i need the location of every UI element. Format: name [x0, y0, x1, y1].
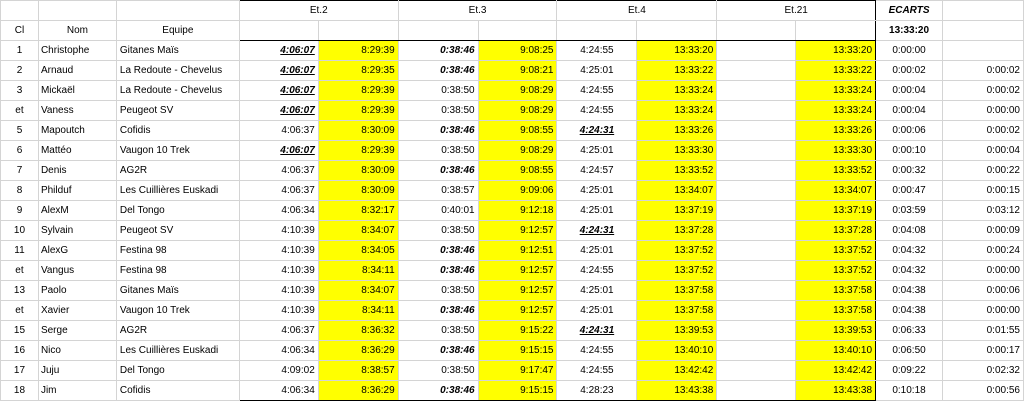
- stage3-time-cell[interactable]: 0:38:50: [398, 321, 478, 341]
- rank-cell[interactable]: 9: [1, 201, 39, 221]
- stage21-cumul-cell[interactable]: 13:33:22: [796, 61, 876, 81]
- stage4-cumul-cell[interactable]: 13:37:58: [637, 281, 717, 301]
- stage3-cumul-cell[interactable]: 9:15:15: [478, 381, 557, 401]
- rank-cell[interactable]: et: [1, 301, 39, 321]
- stage21-cumul-cell[interactable]: 13:33:24: [796, 101, 876, 121]
- stage4-time-cell[interactable]: 4:24:55: [557, 81, 637, 101]
- stage3-cumul-cell[interactable]: 9:12:57: [478, 281, 557, 301]
- stage3-time-cell[interactable]: 0:38:46: [398, 381, 478, 401]
- stage3-cumul-cell[interactable]: 9:12:57: [478, 261, 557, 281]
- stage4-cumul-cell[interactable]: 13:42:42: [637, 361, 717, 381]
- rank-cell[interactable]: 5: [1, 121, 39, 141]
- team-cell[interactable]: Cofidis: [116, 381, 239, 401]
- stage4-cumul-cell[interactable]: 13:40:10: [637, 341, 717, 361]
- stage21-time-cell[interactable]: [717, 181, 796, 201]
- gap-diff-cell[interactable]: 0:00:00: [943, 101, 1024, 121]
- stage2-cumul-cell[interactable]: 8:29:39: [318, 41, 398, 61]
- gap-cell[interactable]: 0:03:59: [876, 201, 943, 221]
- table-row: [1, 341, 1024, 361]
- gap-cell[interactable]: 0:10:18: [876, 381, 943, 401]
- stage2-time-cell[interactable]: 4:06:37: [239, 121, 318, 141]
- stage2-cumul-cell[interactable]: 8:38:57: [318, 361, 398, 381]
- stage4-time-cell[interactable]: 4:25:01: [557, 141, 637, 161]
- table-row: [1, 81, 1024, 101]
- stage2-time-cell[interactable]: 4:06:07: [239, 101, 318, 121]
- gap-cell[interactable]: 0:00:06: [876, 121, 943, 141]
- gap-cell[interactable]: 0:04:32: [876, 261, 943, 281]
- stage21-cumul-cell[interactable]: 13:37:28: [796, 221, 876, 241]
- gap-cell[interactable]: 0:00:47: [876, 181, 943, 201]
- stage2-time-cell[interactable]: 4:06:34: [239, 381, 318, 401]
- team-cell[interactable]: Del Tongo: [116, 201, 239, 221]
- rank-cell[interactable]: 17: [1, 361, 39, 381]
- table-row: [1, 221, 1024, 241]
- rider-name-cell[interactable]: AlexM: [38, 201, 116, 221]
- column-header-nom[interactable]: Nom: [38, 21, 116, 41]
- stage2-time-cell[interactable]: 4:06:34: [239, 201, 318, 221]
- stage3-cumul-cell[interactable]: 9:08:29: [478, 141, 557, 161]
- stage4-time-cell[interactable]: 4:24:31: [557, 121, 637, 141]
- stage-header-et3[interactable]: Et.3: [398, 1, 557, 21]
- team-cell[interactable]: Les Cuillières Euskadi: [116, 341, 239, 361]
- stage4-time-cell[interactable]: 4:24:57: [557, 161, 637, 181]
- stage3-cumul-cell[interactable]: 9:12:57: [478, 301, 557, 321]
- team-cell[interactable]: Del Tongo: [116, 361, 239, 381]
- rank-cell[interactable]: 2: [1, 61, 39, 81]
- rider-name-cell[interactable]: Xavier: [38, 301, 116, 321]
- rider-name-cell[interactable]: Christophe: [38, 41, 116, 61]
- rider-name-cell[interactable]: Mattéo: [38, 141, 116, 161]
- stage2-time-cell[interactable]: 4:06:07: [239, 141, 318, 161]
- stage-header-et4[interactable]: Et.4: [557, 1, 717, 21]
- gap-diff-cell[interactable]: 0:02:32: [943, 361, 1024, 381]
- stage21-cumul-cell[interactable]: 13:40:10: [796, 341, 876, 361]
- table-row: [1, 281, 1024, 301]
- rider-name-cell[interactable]: Arnaud: [38, 61, 116, 81]
- gap-cell[interactable]: 0:04:08: [876, 221, 943, 241]
- stage4-cumul-cell[interactable]: 13:37:52: [637, 241, 717, 261]
- stage3-cumul-cell[interactable]: 9:12:51: [478, 241, 557, 261]
- rank-cell[interactable]: et: [1, 101, 39, 121]
- stage21-time-cell[interactable]: [717, 241, 796, 261]
- rank-cell[interactable]: 8: [1, 181, 39, 201]
- team-cell[interactable]: Vaugon 10 Trek: [116, 301, 239, 321]
- stage2-time-cell[interactable]: 4:06:37: [239, 321, 318, 341]
- stage3-cumul-cell[interactable]: 9:15:15: [478, 341, 557, 361]
- stage21-time-cell[interactable]: [717, 41, 796, 61]
- stage4-time-cell[interactable]: 4:24:31: [557, 221, 637, 241]
- table-row: [1, 381, 1024, 401]
- gap-diff-cell[interactable]: 0:00:02: [943, 121, 1024, 141]
- rank-cell[interactable]: 15: [1, 321, 39, 341]
- stage21-time-cell[interactable]: [717, 281, 796, 301]
- gap-cell[interactable]: 0:00:32: [876, 161, 943, 181]
- stage4-cumul-cell[interactable]: 13:37:58: [637, 301, 717, 321]
- table-row: [1, 361, 1024, 381]
- stage21-time-cell[interactable]: [717, 101, 796, 121]
- stage21-time-cell[interactable]: [717, 161, 796, 181]
- stage2-cumul-cell[interactable]: 8:29:39: [318, 141, 398, 161]
- stage4-time-cell[interactable]: 4:25:01: [557, 281, 637, 301]
- stage3-cumul-cell[interactable]: 9:08:21: [478, 61, 557, 81]
- rank-cell[interactable]: 1: [1, 41, 39, 61]
- team-cell[interactable]: AG2R: [116, 321, 239, 341]
- rank-cell[interactable]: 13: [1, 281, 39, 301]
- rider-name-cell[interactable]: Mapoutch: [38, 121, 116, 141]
- stage3-time-cell[interactable]: 0:38:50: [398, 101, 478, 121]
- stage2-cumul-cell[interactable]: 8:29:35: [318, 61, 398, 81]
- stage2-time-cell[interactable]: 4:06:37: [239, 181, 318, 201]
- gap-cell[interactable]: 0:04:38: [876, 301, 943, 321]
- stage4-cumul-cell[interactable]: 13:33:24: [637, 81, 717, 101]
- stage21-time-cell[interactable]: [717, 201, 796, 221]
- stage3-time-cell[interactable]: 0:38:50: [398, 141, 478, 161]
- stage4-cumul-cell[interactable]: 13:34:07: [637, 181, 717, 201]
- rider-name-cell[interactable]: Philduf: [38, 181, 116, 201]
- rider-name-cell[interactable]: Juju: [38, 361, 116, 381]
- gap-cell[interactable]: 0:04:32: [876, 241, 943, 261]
- stage3-time-cell[interactable]: 0:38:50: [398, 221, 478, 241]
- stage3-time-cell[interactable]: 0:38:46: [398, 261, 478, 281]
- stage21-cumul-cell[interactable]: 13:37:58: [796, 301, 876, 321]
- stage21-cumul-cell[interactable]: 13:37:58: [796, 281, 876, 301]
- rider-name-cell[interactable]: Mickaël: [38, 81, 116, 101]
- stage3-cumul-cell[interactable]: 9:08:29: [478, 101, 557, 121]
- stage4-cumul-cell[interactable]: 13:33:20: [637, 41, 717, 61]
- rider-name-cell[interactable]: Paolo: [38, 281, 116, 301]
- ecarts-subheader[interactable]: 13:33:20: [876, 21, 943, 41]
- table-row: [1, 301, 1024, 321]
- stage2-cumul-cell[interactable]: 8:30:09: [318, 161, 398, 181]
- stage3-time-cell[interactable]: 0:38:46: [398, 161, 478, 181]
- stage4-cumul-cell[interactable]: 13:37:52: [637, 261, 717, 281]
- column-header-cl[interactable]: Cl: [1, 21, 39, 41]
- stage4-cumul-cell[interactable]: 13:39:53: [637, 321, 717, 341]
- stage2-time-cell[interactable]: 4:10:39: [239, 241, 318, 261]
- stage21-time-cell[interactable]: [717, 341, 796, 361]
- stage2-cumul-cell[interactable]: 8:30:09: [318, 181, 398, 201]
- gap-cell[interactable]: 0:00:04: [876, 81, 943, 101]
- gap-diff-cell[interactable]: 0:01:55: [943, 321, 1024, 341]
- rider-name-cell[interactable]: Vangus: [38, 261, 116, 281]
- stage4-time-cell[interactable]: 4:24:55: [557, 361, 637, 381]
- stage2-cumul-cell[interactable]: 8:36:32: [318, 321, 398, 341]
- stage21-cumul-cell[interactable]: 13:43:38: [796, 381, 876, 401]
- gap-cell[interactable]: 0:09:22: [876, 361, 943, 381]
- stage2-cumul-cell[interactable]: 8:29:39: [318, 101, 398, 121]
- stage2-time-cell[interactable]: 4:06:34: [239, 341, 318, 361]
- stage4-time-cell[interactable]: 4:24:55: [557, 41, 637, 61]
- table-row: [1, 241, 1024, 261]
- stage3-time-cell[interactable]: 0:38:46: [398, 241, 478, 261]
- stage2-time-cell[interactable]: 4:10:39: [239, 301, 318, 321]
- stage21-time-cell[interactable]: [717, 381, 796, 401]
- rider-name-cell[interactable]: Nico: [38, 341, 116, 361]
- team-cell[interactable]: Gitanes Maïs: [116, 41, 239, 61]
- gap-diff-cell[interactable]: [943, 41, 1024, 61]
- stage2-time-cell[interactable]: 4:09:02: [239, 361, 318, 381]
- gap-cell[interactable]: 0:00:00: [876, 41, 943, 61]
- stage-header-et2[interactable]: Et.2: [239, 1, 398, 21]
- rank-cell[interactable]: 10: [1, 221, 39, 241]
- rank-cell[interactable]: 3: [1, 81, 39, 101]
- stage3-cumul-cell[interactable]: 9:12:57: [478, 221, 557, 241]
- stage2-cumul-cell[interactable]: 8:34:07: [318, 221, 398, 241]
- stage3-cumul-cell[interactable]: 9:09:06: [478, 181, 557, 201]
- rank-cell[interactable]: 16: [1, 341, 39, 361]
- results-rows: [1, 41, 1024, 401]
- stage4-time-cell[interactable]: 4:25:01: [557, 181, 637, 201]
- gap-diff-cell[interactable]: 0:00:56: [943, 381, 1024, 401]
- gap-cell[interactable]: 0:00:04: [876, 101, 943, 121]
- stage3-time-cell[interactable]: 0:38:50: [398, 361, 478, 381]
- table-row: [1, 261, 1024, 281]
- stage4-time-cell[interactable]: 4:24:55: [557, 101, 637, 121]
- table-row: [1, 181, 1024, 201]
- stage4-time-cell[interactable]: 4:25:01: [557, 61, 637, 81]
- team-cell[interactable]: La Redoute - Chevelus: [116, 81, 239, 101]
- team-cell[interactable]: Les Cuillières Euskadi: [116, 181, 239, 201]
- stage21-cumul-cell[interactable]: 13:34:07: [796, 181, 876, 201]
- stage4-time-cell[interactable]: 4:24:55: [557, 341, 637, 361]
- stage2-time-cell[interactable]: 4:06:07: [239, 61, 318, 81]
- stage3-time-cell[interactable]: 0:38:46: [398, 301, 478, 321]
- stage2-time-cell[interactable]: 4:10:39: [239, 221, 318, 241]
- stage2-cumul-cell[interactable]: 8:34:11: [318, 301, 398, 321]
- stage3-time-cell[interactable]: 0:38:46: [398, 341, 478, 361]
- team-cell[interactable]: Peugeot SV: [116, 221, 239, 241]
- rank-cell[interactable]: et: [1, 261, 39, 281]
- rider-name-cell[interactable]: Sylvain: [38, 221, 116, 241]
- stage21-cumul-cell[interactable]: 13:37:19: [796, 201, 876, 221]
- stage4-time-cell[interactable]: 4:24:31: [557, 321, 637, 341]
- team-cell[interactable]: Vaugon 10 Trek: [116, 141, 239, 161]
- stage3-time-cell[interactable]: 0:38:46: [398, 41, 478, 61]
- stage21-cumul-cell[interactable]: 13:33:20: [796, 41, 876, 61]
- table-row: [1, 121, 1024, 141]
- rider-name-cell[interactable]: Serge: [38, 321, 116, 341]
- stage4-time-cell[interactable]: 4:25:01: [557, 301, 637, 321]
- stage21-cumul-cell[interactable]: 13:39:53: [796, 321, 876, 341]
- stage2-cumul-cell[interactable]: 8:34:05: [318, 241, 398, 261]
- ecarts-header[interactable]: ECARTS: [876, 1, 943, 21]
- stage2-time-cell[interactable]: 4:06:37: [239, 161, 318, 181]
- rider-name-cell[interactable]: Vaness: [38, 101, 116, 121]
- rider-name-cell[interactable]: Denis: [38, 161, 116, 181]
- corner-cell[interactable]: [1, 1, 39, 21]
- stage21-time-cell[interactable]: [717, 141, 796, 161]
- team-cell[interactable]: Cofidis: [116, 121, 239, 141]
- table-row: [1, 61, 1024, 81]
- gap-diff-cell[interactable]: 0:00:17: [943, 341, 1024, 361]
- table-row: [1, 201, 1024, 221]
- gap-diff-cell[interactable]: 0:00:02: [943, 81, 1024, 101]
- rank-cell[interactable]: 6: [1, 141, 39, 161]
- column-header-equipe[interactable]: Equipe: [116, 21, 239, 41]
- team-cell[interactable]: AG2R: [116, 161, 239, 181]
- gap-cell[interactable]: 0:00:02: [876, 61, 943, 81]
- stage4-cumul-cell[interactable]: 13:33:22: [637, 61, 717, 81]
- gap-diff-cell[interactable]: 0:00:00: [943, 301, 1024, 321]
- table-row: [1, 141, 1024, 161]
- stage-header-et21[interactable]: Et.21: [717, 1, 876, 21]
- table-row: [1, 101, 1024, 121]
- stage2-cumul-cell[interactable]: 8:29:39: [318, 81, 398, 101]
- stage2-time-cell[interactable]: 4:06:07: [239, 81, 318, 101]
- stage21-cumul-cell[interactable]: 13:33:30: [796, 141, 876, 161]
- stage21-cumul-cell[interactable]: 13:33:26: [796, 121, 876, 141]
- stage2-time-cell[interactable]: 4:10:39: [239, 261, 318, 281]
- stage21-time-cell[interactable]: [717, 61, 796, 81]
- stage3-cumul-cell[interactable]: 9:08:55: [478, 121, 557, 141]
- stage3-cumul-cell[interactable]: 9:17:47: [478, 361, 557, 381]
- stage21-cumul-cell[interactable]: 13:33:52: [796, 161, 876, 181]
- rider-name-cell[interactable]: Jim: [38, 381, 116, 401]
- gap-cell[interactable]: 0:04:38: [876, 281, 943, 301]
- stage21-time-cell[interactable]: [717, 321, 796, 341]
- stage4-cumul-cell[interactable]: 13:43:38: [637, 381, 717, 401]
- rank-cell[interactable]: 11: [1, 241, 39, 261]
- stage4-time-cell[interactable]: 4:28:23: [557, 381, 637, 401]
- gap-diff-cell[interactable]: 0:00:02: [943, 61, 1024, 81]
- stage21-time-cell[interactable]: [717, 221, 796, 241]
- stage4-time-cell[interactable]: 4:25:01: [557, 201, 637, 221]
- stage4-cumul-cell[interactable]: 13:33:30: [637, 141, 717, 161]
- stage2-time-cell[interactable]: 4:06:07: [239, 41, 318, 61]
- stage21-time-cell[interactable]: [717, 121, 796, 141]
- stage4-cumul-cell[interactable]: 13:33:26: [637, 121, 717, 141]
- stage2-cumul-cell[interactable]: 8:32:17: [318, 201, 398, 221]
- rider-name-cell[interactable]: AlexG: [38, 241, 116, 261]
- stage21-cumul-cell[interactable]: 13:42:42: [796, 361, 876, 381]
- stage4-cumul-cell[interactable]: 13:37:28: [637, 221, 717, 241]
- stage3-time-cell[interactable]: 0:40:01: [398, 201, 478, 221]
- stage4-time-cell[interactable]: 4:24:55: [557, 261, 637, 281]
- gap-cell[interactable]: 0:06:33: [876, 321, 943, 341]
- stage2-cumul-cell[interactable]: 8:36:29: [318, 381, 398, 401]
- stage4-cumul-cell[interactable]: 13:37:19: [637, 201, 717, 221]
- stage4-cumul-cell[interactable]: 13:33:24: [637, 101, 717, 121]
- stage2-time-cell[interactable]: 4:10:39: [239, 281, 318, 301]
- stage21-cumul-cell[interactable]: 13:37:52: [796, 241, 876, 261]
- stage3-time-cell[interactable]: 0:38:46: [398, 61, 478, 81]
- stage2-cumul-cell[interactable]: 8:36:29: [318, 341, 398, 361]
- stage2-cumul-cell[interactable]: 8:34:11: [318, 261, 398, 281]
- team-cell[interactable]: Festina 98: [116, 241, 239, 261]
- stage2-cumul-cell[interactable]: 8:30:09: [318, 121, 398, 141]
- rank-cell[interactable]: 7: [1, 161, 39, 181]
- table-row: [1, 321, 1024, 341]
- stage21-time-cell[interactable]: [717, 81, 796, 101]
- team-cell[interactable]: La Redoute - Chevelus: [116, 61, 239, 81]
- stage3-cumul-cell[interactable]: 9:08:55: [478, 161, 557, 181]
- stage21-cumul-cell[interactable]: 13:37:52: [796, 261, 876, 281]
- stage21-time-cell[interactable]: [717, 261, 796, 281]
- stage3-cumul-cell[interactable]: 9:08:29: [478, 81, 557, 101]
- stage21-cumul-cell[interactable]: 13:33:24: [796, 81, 876, 101]
- stage21-time-cell[interactable]: [717, 301, 796, 321]
- team-cell[interactable]: Festina 98: [116, 261, 239, 281]
- stage3-time-cell[interactable]: 0:38:46: [398, 121, 478, 141]
- gap-cell[interactable]: 0:06:50: [876, 341, 943, 361]
- stage3-time-cell[interactable]: 0:38:50: [398, 81, 478, 101]
- stage21-time-cell[interactable]: [717, 361, 796, 381]
- stage3-time-cell[interactable]: 0:38:57: [398, 181, 478, 201]
- gap-diff-cell[interactable]: 0:00:09: [943, 221, 1024, 241]
- gap-diff-cell[interactable]: 0:00:00: [943, 261, 1024, 281]
- gap-diff-cell[interactable]: 0:00:06: [943, 281, 1024, 301]
- team-cell[interactable]: Gitanes Maïs: [116, 281, 239, 301]
- stage3-time-cell[interactable]: 0:38:50: [398, 281, 478, 301]
- gap-diff-cell[interactable]: 0:00:15: [943, 181, 1024, 201]
- rank-cell[interactable]: 18: [1, 381, 39, 401]
- gap-cell[interactable]: 0:00:10: [876, 141, 943, 161]
- gap-diff-cell[interactable]: 0:03:12: [943, 201, 1024, 221]
- stage4-cumul-cell[interactable]: 13:33:52: [637, 161, 717, 181]
- stage3-cumul-cell[interactable]: 9:12:18: [478, 201, 557, 221]
- gap-diff-cell[interactable]: 0:00:24: [943, 241, 1024, 261]
- stage4-time-cell[interactable]: 4:25:01: [557, 241, 637, 261]
- gap-diff-cell[interactable]: 0:00:22: [943, 161, 1024, 181]
- stage3-cumul-cell[interactable]: 9:08:25: [478, 41, 557, 61]
- stage3-cumul-cell[interactable]: 9:15:22: [478, 321, 557, 341]
- table-row: [1, 161, 1024, 181]
- stage2-cumul-cell[interactable]: 8:34:07: [318, 281, 398, 301]
- team-cell[interactable]: Peugeot SV: [116, 101, 239, 121]
- gap-diff-cell[interactable]: 0:00:04: [943, 141, 1024, 161]
- table-row: [1, 41, 1024, 61]
